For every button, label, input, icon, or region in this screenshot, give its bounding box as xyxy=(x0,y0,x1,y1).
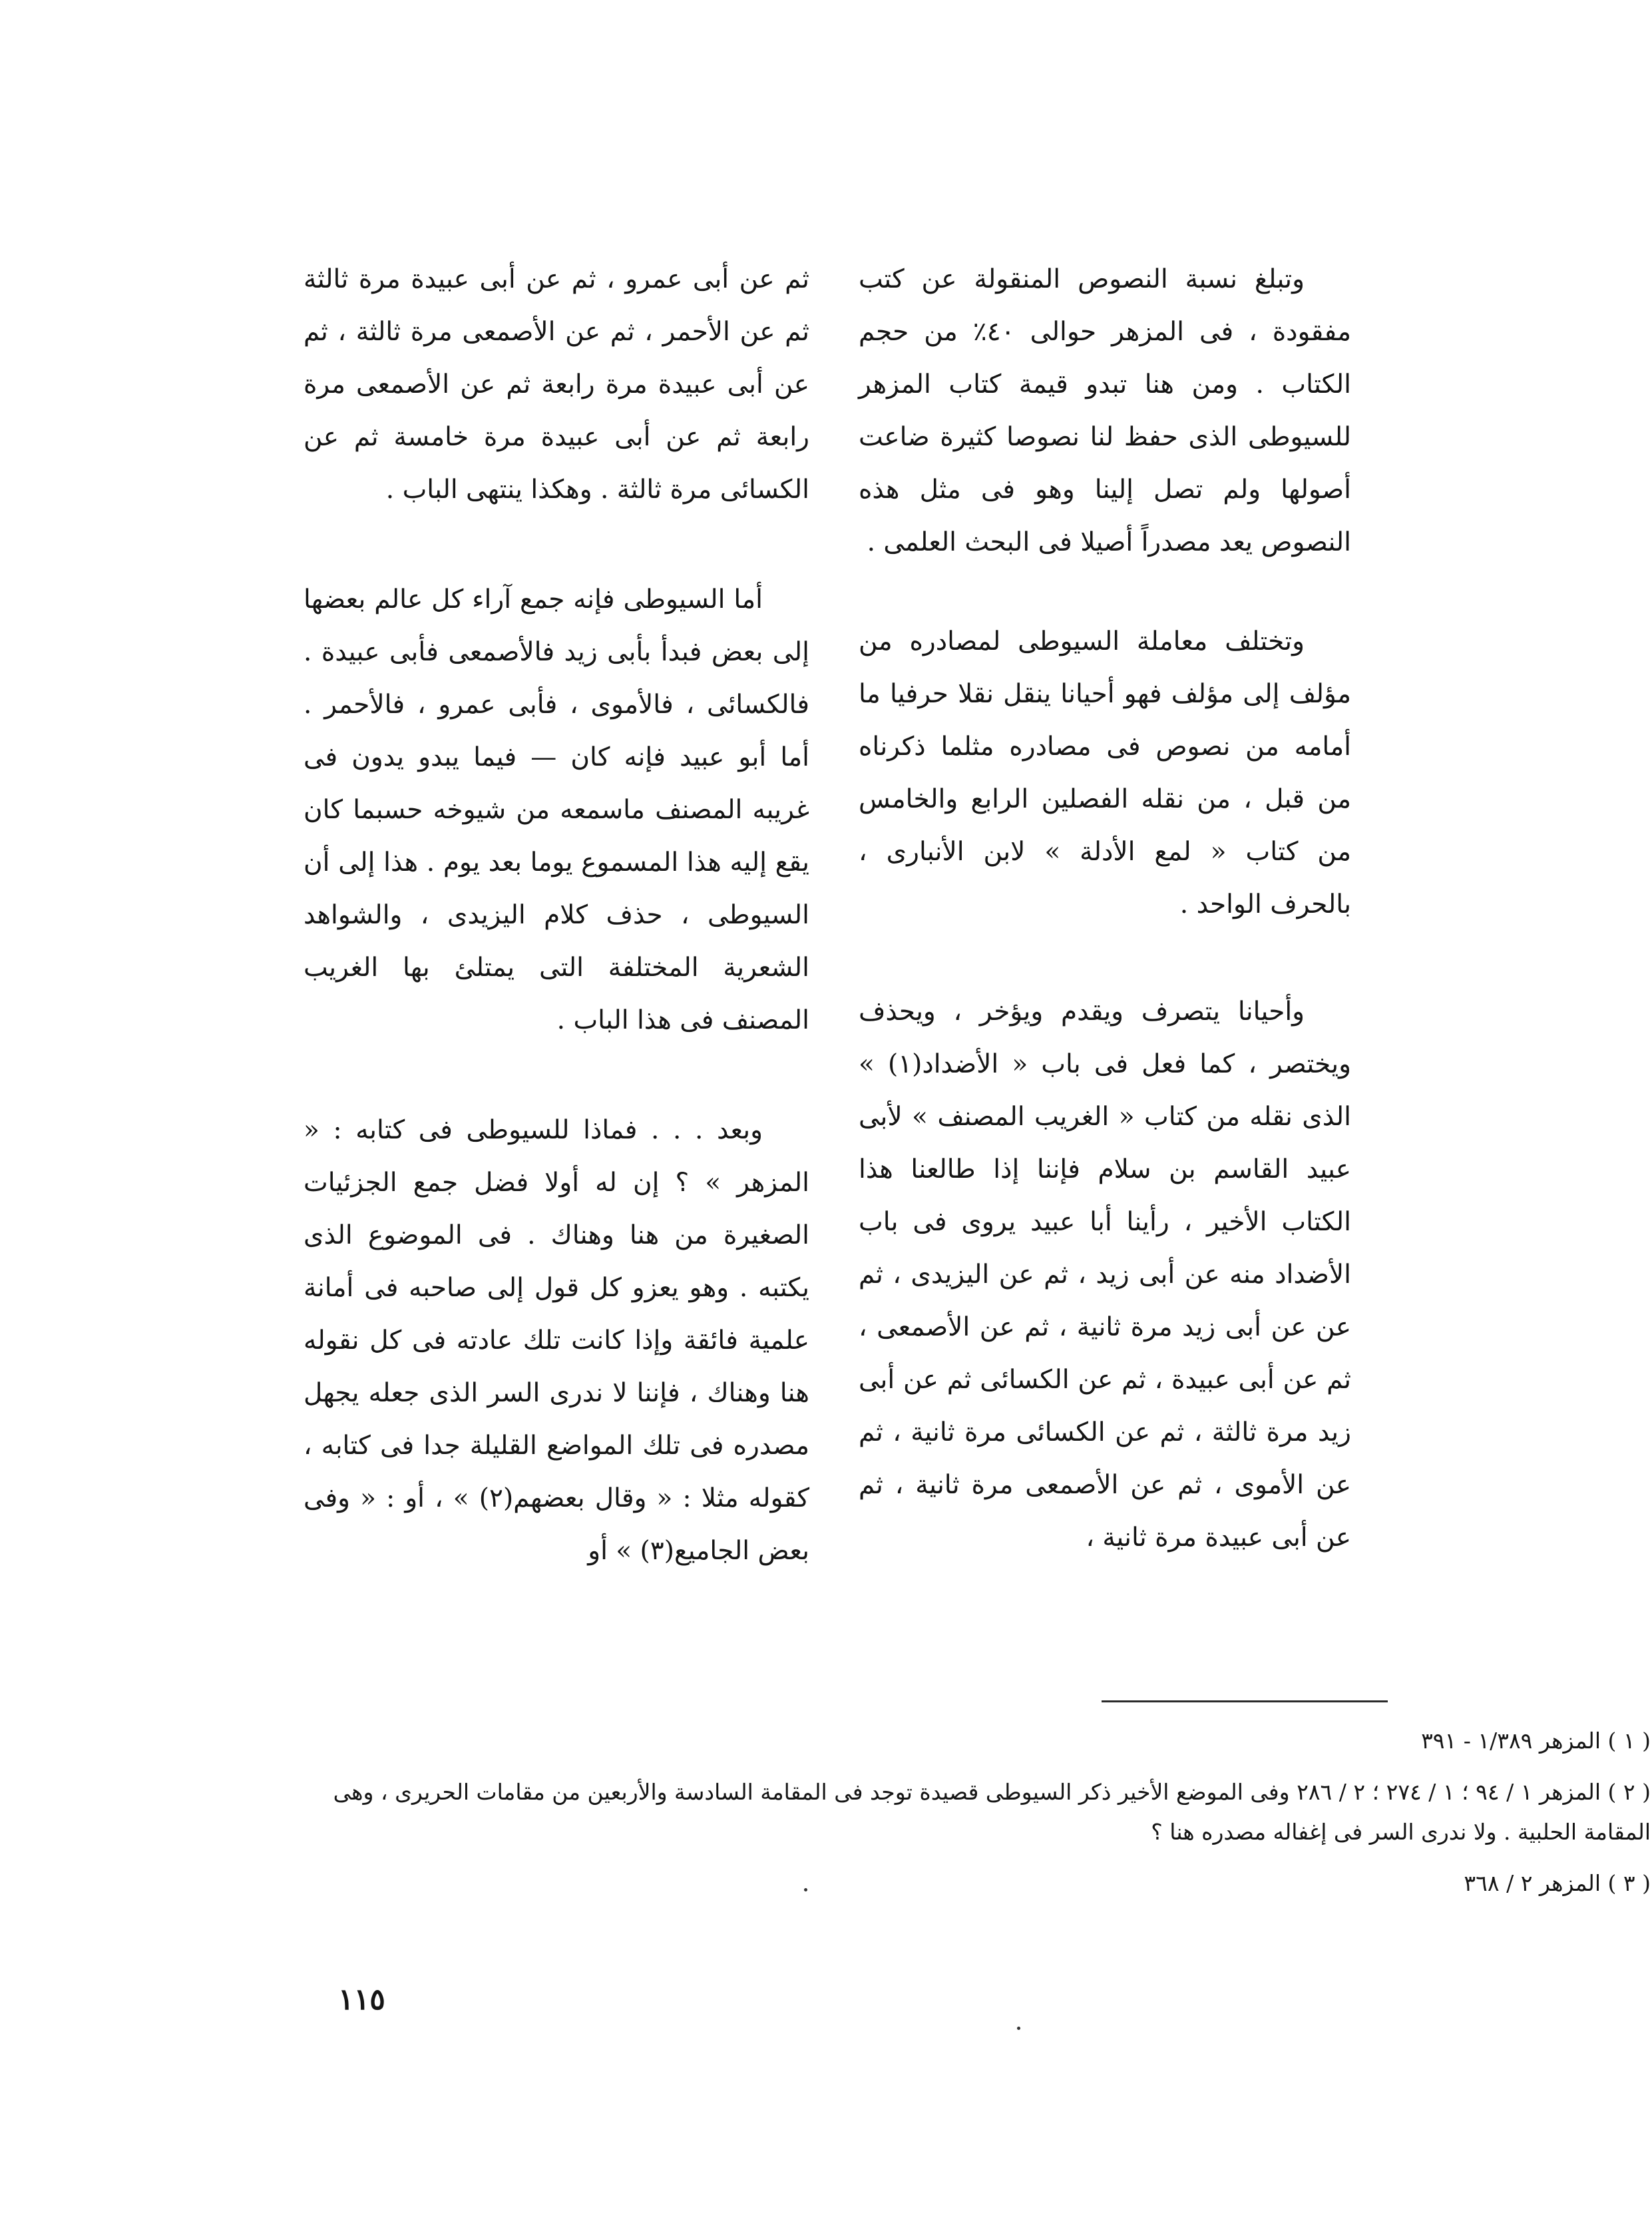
paragraph: وتبلغ نسبة النصوص المنقولة عن كتب مفقودة ، فى المزهر حوالى ٤٠٪ من حجم الكتاب . ومن هنا تبدو قيمة كتاب المزهر للسيوطى الذى حفظ لنا نصوصا كثيرة ضاعت أصولها ولم تصل إلينا وهو فى مثل هذه النصوص يعد مصدراً أصيلا فى البحث العلمى . xyxy=(859,264,1351,557)
scan-speck xyxy=(1017,2027,1020,2030)
scan-speck xyxy=(804,1888,807,1891)
paragraph: وتختلف معاملة السيوطى لمصادره من مؤلف إلى مؤلف فهو أحيانا ينقل نقلا حرفيا ما أمامه من نصوص فى مصادره مثلما ذكرناه من قبل ، من نقله الفصلين الرابع والخامس من كتاب « لمع الأدلة » لابن الأنبارى ، بالحرف الواحد . xyxy=(859,626,1351,919)
paragraph: أما السيوطى فإنه جمع آراء كل عالم بعضها إلى بعض فبدأ بأبى زيد فالأصمعى فأبى عبيدة . فالكسائى ، فالأموى ، فأبى عمرو ، فالأحمر . أما أبو عبيد فإنه كان — فيما يبدو يدون فى غريبه المصنف ماسمعه من شيوخه حسبما كان يقع إليه هذا المسموع يوما بعد يوم . هذا إلى أن السيوطى ، حذف كلام اليزيدى ، والشواهد الشعرية المختلفة التى يمتلئ بها الغريب المصنف فى هذا الباب . xyxy=(304,585,809,1035)
footnotes xyxy=(313,1719,1651,1915)
paragraph: ثم عن أبى عمرو ، ثم عن أبى عبيدة مرة ثالثة ثم عن الأحمر ، ثم عن الأصمعى مرة ثالثة ، ثم عن أبى عبيدة مرة رابعة ثم عن الأصمعى مرة رابعة ثم عن أبى عبيدة مرة خامسة ثم عن الكسائى مرة ثالثة . وهكذا ينتهى الباب . xyxy=(304,264,809,505)
footnote: ( ٣ ) المزهر ٢ / ٣٦٨ xyxy=(1464,1870,1651,1896)
paragraph: وبعد . . . فماذا للسيوطى فى كتابه : « المزهر » ؟ إن له أولا فضل جمع الجزئيات الصغيرة من هنا وهناك . فى الموضوع الذى يكتبه . وهو يعزو كل قول إلى صاحبه فى أمانة علمية فائقة وإذا كانت تلك عادته فى كل نقوله هنا وهناك ، فإننا لا ندرى السر الذى جعله يجهل مصدره فى تلك المواضع القليلة جدا فى كتابه ، كقوله مثلا : « وقال بعضهم(٢) » ، أو : « وفى بعض الجاميع(٣) » أو xyxy=(304,1115,810,1566)
footnote-divider xyxy=(1102,1700,1388,1702)
left-column xyxy=(304,253,809,1577)
footnote: ( ٢ ) المزهر ١ / ٩٤ ؛ ١ / ٢٧٤ ؛ ٢ / ٢٨٦ وفى الموضع الأخير ذكر السيوطى قصيدة توجد فى المقامة السادسة والأربعين من مقامات الحريرى ، وهى المقامة الحلبية . ولا ندرى السر فى إغفاله مصدره هنا ؟ xyxy=(333,1779,1651,1845)
page-number: ١١٥ xyxy=(338,1983,385,2017)
paragraph: وأحيانا يتصرف ويقدم ويؤخر ، ويحذف ويختصر ، كما فعل فى باب « الأضداد(١) » الذى نقله من كتاب « الغريب المصنف » لأبى عبيد القاسم بن سلام فإننا إذا طالعنا هذا الكتاب الأخير ، رأينا أبا عبيد يروى فى باب الأضداد منه عن أبى زيد ، ثم عن اليزيدى ، ثم عن عن أبى زيد مرة ثانية ، ثم عن الأصمعى ، ثم عن أبى عبيدة ، ثم عن الكسائى ثم عن أبى زيد مرة ثالثة ، ثم عن الكسائى مرة ثانية ، ثم عن الأموى ، ثم عن الأصمعى مرة ثانية ، ثم عن أبى عبيدة مرة ثانية ، xyxy=(859,997,1351,1553)
right-column xyxy=(859,253,1351,1564)
footnote: ( ١ ) المزهر ١/٣٨٩ - ٣٩١ xyxy=(1421,1728,1651,1754)
